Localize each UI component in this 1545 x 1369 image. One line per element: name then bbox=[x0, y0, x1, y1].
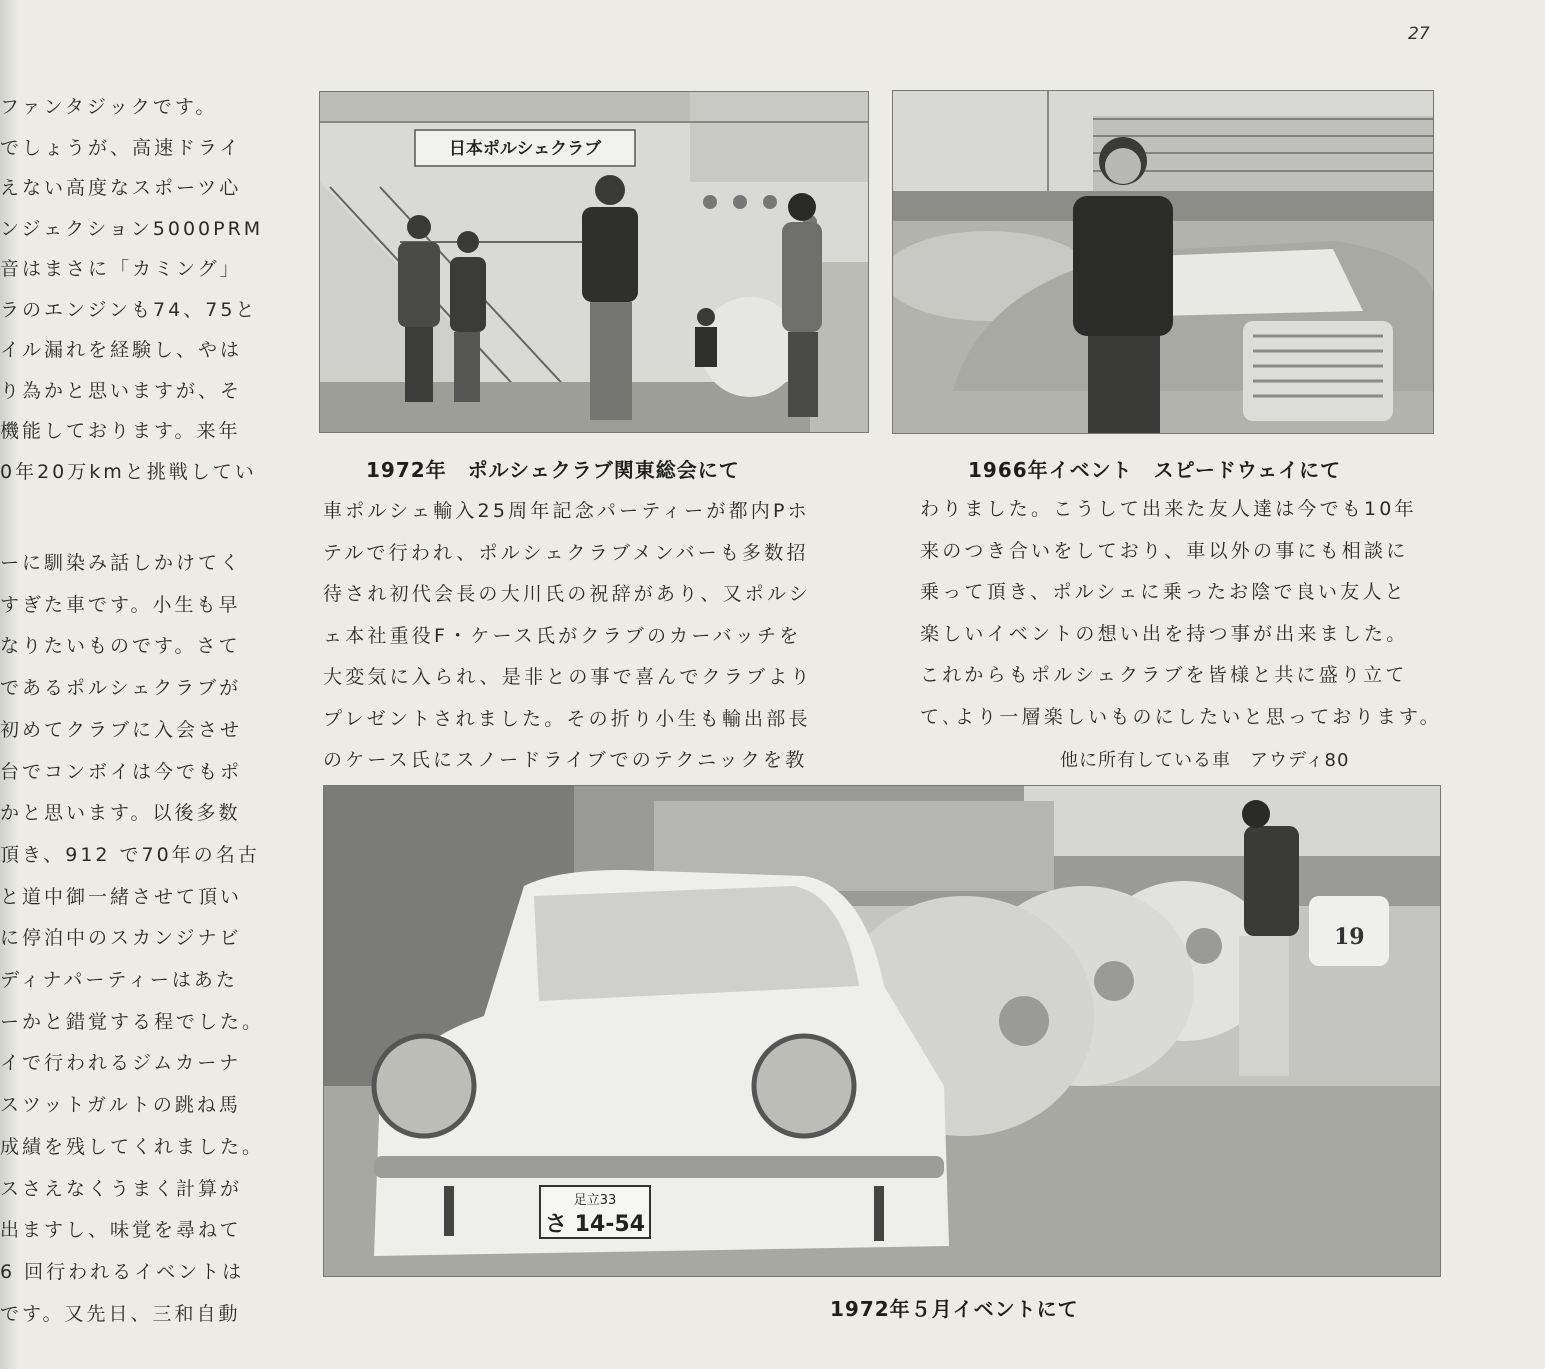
middle-column-line: テルで行われ、ポルシェクラブメンバーも多数招 bbox=[323, 541, 809, 564]
left-column-line: えない高度なスポーツ心 bbox=[0, 177, 242, 199]
plate-bottom-text: さ 14-54 bbox=[544, 1212, 646, 1237]
caption-photo-1972-club-meeting: 1972年 ポルシェクラブ関東総会にて bbox=[366, 458, 740, 482]
middle-column-line: 待され初代会長の大川氏の祝辞があり、又ポルシ bbox=[323, 583, 811, 605]
plate-top-text: 足立33 bbox=[573, 1193, 617, 1208]
page-number: 27 bbox=[1408, 24, 1430, 44]
right-column-line: て､より一層楽しいものにしたいと思っております。 bbox=[920, 705, 1442, 728]
club-banner-text: 日本ポルシェクラブ bbox=[448, 139, 602, 159]
left-column-line: ディナパーティーはあた bbox=[0, 969, 238, 991]
left-column-line: に停泊中のスカンジナビ bbox=[0, 927, 242, 950]
left-column-line: であるポルシェクラブが bbox=[0, 677, 242, 700]
left-column-line: イル漏れを経験し、やは bbox=[0, 339, 243, 361]
left-column-line: り為かと思いますが、そ bbox=[0, 379, 243, 402]
caption-photo-1966-speedway: 1966年イベント スピードウェイにて bbox=[968, 458, 1342, 482]
right-column-line: これからもポルシェクラブを皆様と共に盛り立て bbox=[920, 664, 1408, 686]
left-column-line: 音はまさに「カミング」 bbox=[0, 258, 242, 280]
photo-1966-speedway-image bbox=[893, 91, 1433, 433]
left-column-line: 0年20万kmと挑戦してい bbox=[0, 460, 257, 483]
left-column-line: 成績を残してくれました。 bbox=[0, 1135, 265, 1158]
left-column-line: 6 回行われるイベントは bbox=[0, 1260, 245, 1283]
left-column-line: ファンタジックです。 bbox=[0, 96, 218, 118]
caption-photo-1972-may-event: 1972年５月イベントにて bbox=[830, 1297, 1079, 1321]
left-column-line: 初めてクラブに入会させ bbox=[0, 718, 243, 741]
left-column-line: 機能しております。来年 bbox=[0, 420, 241, 442]
middle-column-line: 車ポルシェ輸入25周年記念パーティーが都内Pホ bbox=[323, 500, 810, 522]
race-number: 19 bbox=[1334, 924, 1365, 950]
left-column-line: すぎた車です。小生も早 bbox=[0, 593, 241, 616]
left-column-line: ンジェクション5000PRM bbox=[0, 217, 264, 240]
left-column-line: スさえなくうまく計算が bbox=[0, 1177, 243, 1200]
left-column-line: イで行われるジムカーナ bbox=[0, 1052, 242, 1075]
left-column-line: なりたいものです。さて bbox=[0, 635, 241, 658]
middle-column-line: のケース氏にスノードライブでのテクニックを教 bbox=[323, 749, 808, 771]
right-column-line: わりました。こうして出来た友人達は今でも10年 bbox=[920, 498, 1417, 520]
photo-1972-may-event-image bbox=[324, 786, 1440, 1276]
left-column-line: かと思います。以後多数 bbox=[0, 802, 241, 825]
left-column-line: でしょうが、高速ドライ bbox=[0, 136, 242, 159]
photo-1972-may-event bbox=[323, 785, 1441, 1277]
photo-1972-club-meeting-image bbox=[320, 92, 868, 432]
owned-car-note: 他に所有している車 アウディ80 bbox=[1060, 750, 1350, 771]
left-column-line: ーに馴染み話しかけてく bbox=[0, 552, 243, 574]
left-column-line: 頂き、912 で70年の名古 bbox=[0, 843, 260, 866]
left-column-line: スツットガルトの跳ね馬 bbox=[0, 1094, 241, 1117]
photo-1966-speedway bbox=[892, 90, 1434, 434]
left-column-line: ーかと錯覚する程でした。 bbox=[0, 1010, 265, 1033]
left-column-line: ラのエンジンも74、75と bbox=[0, 298, 258, 321]
middle-column-line: ェ本社重役F・ケース氏がクラブのカーバッチを bbox=[323, 624, 802, 647]
left-column-line: 台でコンボイは今でもポ bbox=[0, 760, 243, 783]
middle-column-line: プレゼントされました。その折り小生も輸出部長 bbox=[323, 707, 811, 730]
right-column-line: 来のつき合いをしており、車以外の事にも相談に bbox=[920, 539, 1409, 562]
left-column-line: と道中御一緒させて頂い bbox=[0, 885, 243, 908]
left-column-line: 出ますし、味覚を尋ねて bbox=[0, 1219, 242, 1242]
middle-column-line: 大変気に入られ、是非との事で喜んでクラブより bbox=[323, 666, 813, 688]
right-column-line: 楽しいイベントの想い出を持つ事が出来ました。 bbox=[920, 622, 1409, 645]
left-column-line: です。又先日、三和自動 bbox=[0, 1302, 241, 1325]
photo-1972-club-meeting bbox=[319, 91, 869, 433]
right-column-line: 乗って頂き、ポルシェに乗ったお陰で良い友人と bbox=[920, 581, 1407, 603]
